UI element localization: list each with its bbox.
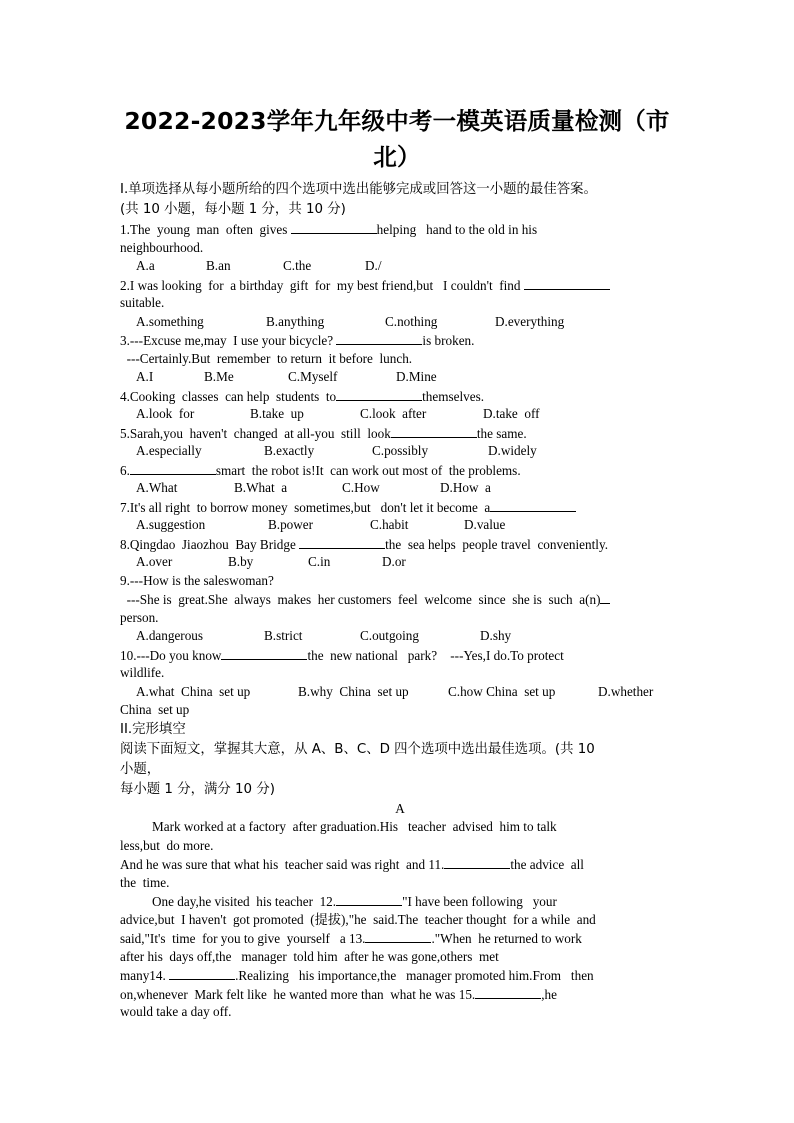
option-c: C.look after bbox=[360, 406, 427, 421]
question-text: suitable. bbox=[120, 295, 165, 310]
option-d-continued: China set up bbox=[120, 702, 190, 717]
option-b: B.strict bbox=[264, 628, 303, 643]
passage-text: after his days off,the manager told him after he was gone,others met bbox=[120, 948, 499, 964]
passage-text: less,but do more. bbox=[120, 837, 214, 853]
question-7 bbox=[120, 498, 680, 535]
option-c: C.in bbox=[308, 554, 331, 569]
option-c: C.outgoing bbox=[360, 628, 419, 643]
option-a: A.look for bbox=[136, 406, 195, 421]
option-a: A.especially bbox=[136, 443, 202, 458]
passage-text: said,"It's time for you to give yourself a 13. bbox=[120, 931, 366, 946]
question-text: 6. bbox=[120, 462, 130, 478]
answer-blank bbox=[336, 387, 422, 401]
answer-blank bbox=[336, 331, 422, 345]
question-3 bbox=[120, 331, 680, 387]
passage-text: the advice all bbox=[510, 857, 584, 872]
question-text: 10.---Do you know bbox=[120, 647, 222, 663]
question-text: themselves. bbox=[422, 388, 485, 404]
option-a: A.over bbox=[136, 554, 173, 569]
option-d: D.shy bbox=[480, 628, 512, 643]
passage-text: would take a day off. bbox=[120, 1004, 232, 1019]
option-d: D.or bbox=[382, 554, 406, 569]
question-text: the sea helps people travel conveniently. bbox=[385, 536, 608, 552]
option-a: A.what China set up bbox=[136, 683, 251, 699]
question-text: 5.Sarah,you haven't changed at all-you still look bbox=[120, 425, 391, 441]
option-c: C.possibly bbox=[372, 443, 429, 458]
question-2 bbox=[120, 276, 680, 332]
option-b: B.an bbox=[206, 258, 231, 273]
question-text: ---Certainly.But remember to return it before lunch. bbox=[120, 350, 413, 366]
option-d: D.whether bbox=[598, 683, 654, 699]
title-line-2: 北） bbox=[373, 143, 421, 171]
passage-text: the time. bbox=[120, 874, 170, 890]
question-9 bbox=[120, 572, 680, 646]
option-d: D./ bbox=[365, 258, 382, 273]
question-text: neighbourhood. bbox=[120, 239, 204, 255]
question-text: helping hand to the old in his bbox=[376, 222, 538, 237]
question-text: person. bbox=[120, 609, 159, 625]
question-text: 7.It's all right to borrow money sometimes,but don't let it become a bbox=[120, 499, 491, 515]
cloze-blank-13 bbox=[365, 929, 431, 943]
option-a: A.something bbox=[136, 313, 204, 329]
option-d: D.How a bbox=[440, 480, 491, 495]
question-text: smart the robot is!It can work out most of the problems. bbox=[215, 462, 521, 478]
question-1 bbox=[120, 220, 680, 276]
passage-text: advice,but I haven't got promoted (提拔),"he said.The teacher thought for a while and bbox=[120, 911, 596, 927]
option-a: A.suggestion bbox=[136, 517, 206, 532]
option-c: C.how China set up bbox=[448, 683, 556, 699]
option-d: D.everything bbox=[495, 313, 565, 329]
answer-blank bbox=[600, 590, 610, 604]
option-d: D.value bbox=[464, 517, 506, 532]
passage-text: Mark worked at a factory after graduation.His teacher advised him to talk bbox=[152, 819, 557, 834]
question-6 bbox=[120, 461, 680, 498]
section-1-subheading: (共 10 小题，每小题 1 分，共 10 分) bbox=[120, 202, 346, 217]
passage-text: many14. bbox=[120, 968, 170, 983]
option-c: C.How bbox=[342, 480, 380, 495]
cloze-blank-15 bbox=[475, 985, 541, 999]
question-8 bbox=[120, 535, 680, 572]
answer-blank bbox=[130, 461, 216, 475]
passage-text: One day,he visited his teacher 12. bbox=[152, 894, 337, 909]
passage-text: "I have been following your bbox=[402, 894, 557, 909]
question-text: ---She is great.She always makes her customers feel welcome since she is such a(n) bbox=[120, 592, 601, 607]
option-c: C.the bbox=[283, 258, 312, 273]
option-a: A.dangerous bbox=[136, 628, 204, 643]
section-2-heading: II.完形填空 bbox=[120, 721, 186, 737]
section-2-instructions: 阅读下面短文，掌握其大意，从 A、B、C、D 四个选项中选出最佳选项。(共 10 bbox=[120, 741, 595, 757]
section-2-scoring: 每小题 1 分，满分 10 分) bbox=[120, 781, 275, 797]
question-10 bbox=[120, 646, 680, 720]
option-b: B.exactly bbox=[264, 443, 315, 458]
question-text: 1.The young man often gives bbox=[120, 222, 291, 237]
option-d: D.Mine bbox=[396, 369, 437, 384]
cloze-blank-14 bbox=[169, 966, 235, 980]
option-b: B.take up bbox=[250, 406, 304, 421]
document-body bbox=[120, 180, 680, 1022]
document-title bbox=[110, 103, 684, 175]
cloze-passage bbox=[120, 818, 680, 1022]
question-text: the new national park? ---Yes,I do.To protect bbox=[307, 647, 564, 663]
option-c: C.Myself bbox=[288, 369, 338, 384]
passage-text: And he was sure that what his teacher said was right and 11. bbox=[120, 857, 445, 872]
passage-text: on,whenever Mark felt like he wanted more than what he was 15. bbox=[120, 986, 476, 1002]
option-b: B.power bbox=[268, 517, 314, 532]
passage-text: .Realizing his importance,the manager promoted him.From then bbox=[235, 968, 594, 983]
question-text: 9.---How is the saleswoman? bbox=[120, 572, 274, 588]
section-1-heading: I.单项选择从每小题所给的四个选项中选出能够完成或回答这一小题的最佳答案。 bbox=[120, 182, 597, 197]
option-d: D.take off bbox=[483, 406, 540, 421]
answer-blank bbox=[221, 646, 307, 660]
question-text: is broken. bbox=[422, 333, 475, 348]
answer-blank bbox=[524, 276, 610, 290]
option-b: B.Me bbox=[204, 369, 234, 384]
answer-blank bbox=[391, 424, 477, 438]
option-d: D.widely bbox=[488, 443, 537, 458]
question-5 bbox=[120, 424, 680, 461]
option-b: B.why China set up bbox=[298, 683, 409, 699]
title-line-1: 2022-2023学年九年级中考一模英语质量检测（市 bbox=[124, 107, 670, 135]
question-text: 8.Qingdao Jiaozhou Bay Bridge bbox=[120, 536, 300, 552]
option-c: C.nothing bbox=[385, 313, 438, 329]
passage-label: A bbox=[395, 800, 405, 816]
option-b: B.What a bbox=[234, 480, 288, 495]
passage-text: ."When he returned to work bbox=[431, 931, 582, 946]
option-c: C.habit bbox=[370, 517, 409, 532]
answer-blank bbox=[291, 220, 377, 234]
cloze-blank-11 bbox=[444, 855, 510, 869]
option-a: A.a bbox=[136, 258, 155, 273]
option-b: B.anything bbox=[266, 313, 325, 329]
option-a: A.What bbox=[136, 480, 178, 495]
question-text: 4.Cooking classes can help students to bbox=[120, 388, 337, 404]
option-a: A.I bbox=[136, 369, 154, 384]
question-text: the same. bbox=[476, 425, 527, 441]
option-b: B.by bbox=[228, 554, 254, 569]
question-text: wildlife. bbox=[120, 665, 165, 680]
question-text: 2.I was looking for a birthday gift for my best friend,but I couldn't find bbox=[120, 277, 524, 293]
passage-text: ,he bbox=[541, 986, 557, 1002]
question-4 bbox=[120, 387, 680, 424]
cloze-blank-12 bbox=[336, 892, 402, 906]
answer-blank bbox=[490, 498, 576, 512]
section-2-instructions-cont: 小题， bbox=[120, 761, 161, 777]
answer-blank bbox=[299, 535, 385, 549]
question-text: 3.---Excuse me,may I use your bicycle? bbox=[120, 333, 337, 348]
